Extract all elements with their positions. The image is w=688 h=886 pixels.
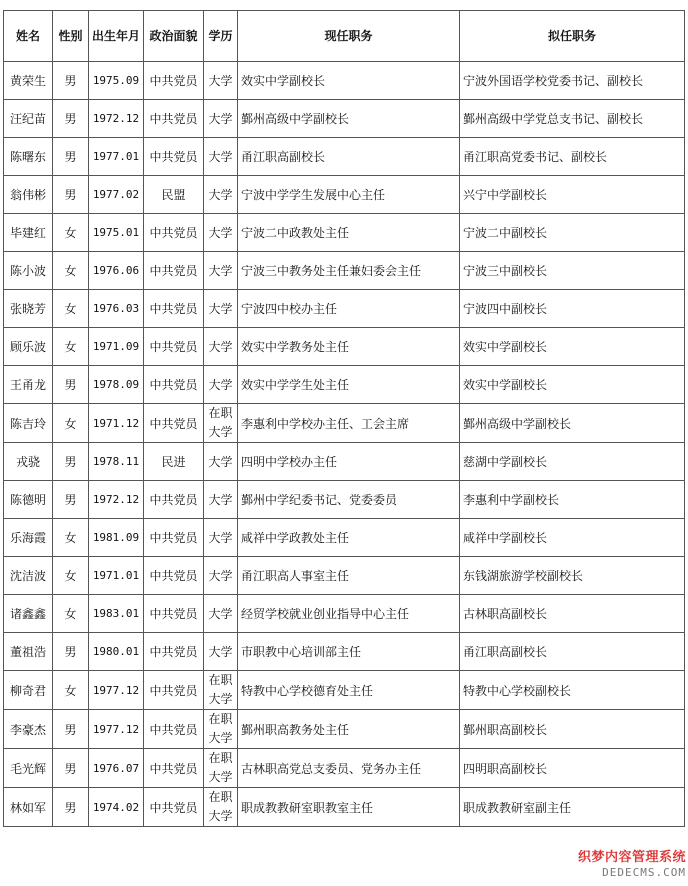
cell-education: 大学 [204, 138, 238, 176]
cell-education: 大学 [204, 366, 238, 404]
cell-birth: 1977.02 [89, 176, 144, 214]
cell-political-status: 民盟 [144, 176, 204, 214]
cell-proposed-position: 兴宁中学副校长 [460, 176, 685, 214]
table-row [4, 328, 685, 366]
cell-political-status: 民进 [144, 443, 204, 481]
cell-current-position: 古林职高党总支委员、党务办主任 [238, 749, 460, 788]
cell-education: 大学 [204, 443, 238, 481]
header-name: 姓名 [4, 11, 53, 62]
cell-gender: 男 [53, 633, 89, 671]
table-row [4, 671, 685, 710]
cell-political-status: 中共党员 [144, 62, 204, 100]
cell-political-status: 中共党员 [144, 671, 204, 710]
cell-name: 翁伟彬 [4, 176, 53, 214]
cell-gender: 男 [53, 788, 89, 827]
cell-name: 董祖浩 [4, 633, 53, 671]
cell-name: 诸鑫鑫 [4, 595, 53, 633]
table-row [4, 710, 685, 749]
cell-education: 大学 [204, 557, 238, 595]
cell-proposed-position: 鄞州高级中学副校长 [460, 404, 685, 443]
cell-birth: 1983.01 [89, 595, 144, 633]
cell-political-status: 中共党员 [144, 481, 204, 519]
cell-education: 大学 [204, 252, 238, 290]
cell-political-status: 中共党员 [144, 519, 204, 557]
table-row [4, 62, 685, 100]
cell-gender: 女 [53, 290, 89, 328]
cell-birth: 1978.11 [89, 443, 144, 481]
cell-education: 在职大学 [204, 671, 238, 710]
cell-gender: 女 [53, 595, 89, 633]
cell-education: 大学 [204, 633, 238, 671]
cell-education: 在职大学 [204, 710, 238, 749]
cell-education: 大学 [204, 290, 238, 328]
header-political-status: 政治面貌 [144, 11, 204, 62]
cell-birth: 1974.02 [89, 788, 144, 827]
cell-current-position: 职成教教研室职教室主任 [238, 788, 460, 827]
dedecms-watermark [578, 850, 686, 880]
cell-gender: 男 [53, 138, 89, 176]
cell-proposed-position: 宁波三中副校长 [460, 252, 685, 290]
table-row [4, 176, 685, 214]
cell-proposed-position: 宁波四中副校长 [460, 290, 685, 328]
cell-education: 大学 [204, 176, 238, 214]
cell-political-status: 中共党员 [144, 788, 204, 827]
cell-current-position: 咸祥中学政教处主任 [238, 519, 460, 557]
table-row [4, 252, 685, 290]
header-current-position: 现任职务 [238, 11, 460, 62]
cell-name: 黄荣生 [4, 62, 53, 100]
cell-education: 大学 [204, 328, 238, 366]
cell-gender: 女 [53, 557, 89, 595]
cell-gender: 男 [53, 710, 89, 749]
header-gender: 性别 [53, 11, 89, 62]
cell-current-position: 宁波四中校办主任 [238, 290, 460, 328]
cell-education: 大学 [204, 100, 238, 138]
table-row [4, 633, 685, 671]
cell-political-status: 中共党员 [144, 557, 204, 595]
table-row [4, 481, 685, 519]
cell-birth: 1976.06 [89, 252, 144, 290]
cell-proposed-position: 古林职高副校长 [460, 595, 685, 633]
cell-birth: 1976.07 [89, 749, 144, 788]
cell-education: 在职大学 [204, 749, 238, 788]
cell-birth: 1971.01 [89, 557, 144, 595]
cell-name: 毛光辉 [4, 749, 53, 788]
cell-gender: 女 [53, 404, 89, 443]
cell-current-position: 甬江职高人事室主任 [238, 557, 460, 595]
cell-name: 陈曙东 [4, 138, 53, 176]
cell-name: 汪纪苗 [4, 100, 53, 138]
table-row [4, 788, 685, 827]
cell-proposed-position: 咸祥中学副校长 [460, 519, 685, 557]
cell-current-position: 效实中学副校长 [238, 62, 460, 100]
cell-name: 林如军 [4, 788, 53, 827]
appointment-table [3, 10, 685, 827]
header-birth: 出生年月 [89, 11, 144, 62]
cell-political-status: 中共党员 [144, 138, 204, 176]
cell-name: 沈洁波 [4, 557, 53, 595]
cell-current-position: 效实中学学生处主任 [238, 366, 460, 404]
cell-proposed-position: 鄞州职高副校长 [460, 710, 685, 749]
cell-proposed-position: 宁波二中副校长 [460, 214, 685, 252]
cell-political-status: 中共党员 [144, 100, 204, 138]
cell-name: 乐海霞 [4, 519, 53, 557]
cell-current-position: 鄞州职高教务处主任 [238, 710, 460, 749]
cell-birth: 1981.09 [89, 519, 144, 557]
cell-birth: 1971.09 [89, 328, 144, 366]
cell-gender: 男 [53, 100, 89, 138]
cell-current-position: 鄞州高级中学副校长 [238, 100, 460, 138]
cell-proposed-position: 宁波外国语学校党委书记、副校长 [460, 62, 685, 100]
cell-current-position: 四明中学校办主任 [238, 443, 460, 481]
table-row [4, 595, 685, 633]
cell-political-status: 中共党员 [144, 252, 204, 290]
header-proposed-position: 拟任职务 [460, 11, 685, 62]
cell-gender: 男 [53, 443, 89, 481]
header-education: 学历 [204, 11, 238, 62]
cell-birth: 1978.09 [89, 366, 144, 404]
table-row [4, 366, 685, 404]
cell-birth: 1977.01 [89, 138, 144, 176]
cell-proposed-position: 慈湖中学副校长 [460, 443, 685, 481]
table-header-row [4, 11, 685, 62]
cell-current-position: 宁波三中教务处主任兼妇委会主任 [238, 252, 460, 290]
cell-birth: 1972.12 [89, 481, 144, 519]
cell-current-position: 李惠利中学校办主任、工会主席 [238, 404, 460, 443]
cell-name: 王甬龙 [4, 366, 53, 404]
cell-birth: 1972.12 [89, 100, 144, 138]
cell-political-status: 中共党员 [144, 710, 204, 749]
cell-proposed-position: 李惠利中学副校长 [460, 481, 685, 519]
cell-education: 大学 [204, 62, 238, 100]
cell-gender: 女 [53, 252, 89, 290]
cell-name: 陈吉玲 [4, 404, 53, 443]
cell-name: 柳奇君 [4, 671, 53, 710]
table-row [4, 443, 685, 481]
cell-political-status: 中共党员 [144, 290, 204, 328]
cell-birth: 1977.12 [89, 710, 144, 749]
cell-proposed-position: 鄞州高级中学党总支书记、副校长 [460, 100, 685, 138]
cell-education: 大学 [204, 214, 238, 252]
table-row [4, 214, 685, 252]
cell-current-position: 宁波二中政教处主任 [238, 214, 460, 252]
cell-current-position: 宁波中学学生发展中心主任 [238, 176, 460, 214]
cell-political-status: 中共党员 [144, 328, 204, 366]
cell-birth: 1971.12 [89, 404, 144, 443]
cell-gender: 男 [53, 176, 89, 214]
table-row [4, 519, 685, 557]
table-row [4, 138, 685, 176]
cell-political-status: 中共党员 [144, 595, 204, 633]
cell-gender: 男 [53, 366, 89, 404]
cell-birth: 1975.09 [89, 62, 144, 100]
cell-name: 陈德明 [4, 481, 53, 519]
cell-education: 在职大学 [204, 404, 238, 443]
cell-birth: 1976.03 [89, 290, 144, 328]
cell-current-position: 甬江职高副校长 [238, 138, 460, 176]
cell-education: 大学 [204, 595, 238, 633]
cell-name: 戎骁 [4, 443, 53, 481]
watermark-title: 织梦内容管理系统 [577, 850, 686, 865]
cell-birth: 1975.01 [89, 214, 144, 252]
cell-current-position: 特教中心学校德育处主任 [238, 671, 460, 710]
cell-name: 张晓芳 [4, 290, 53, 328]
cell-current-position: 经贸学校就业创业指导中心主任 [238, 595, 460, 633]
cell-gender: 女 [53, 671, 89, 710]
cell-proposed-position: 东钱湖旅游学校副校长 [460, 557, 685, 595]
cell-education: 大学 [204, 519, 238, 557]
cell-name: 李豪杰 [4, 710, 53, 749]
cell-proposed-position: 甬江职高党委书记、副校长 [460, 138, 685, 176]
table-row [4, 100, 685, 138]
cell-current-position: 市职教中心培训部主任 [238, 633, 460, 671]
cell-political-status: 中共党员 [144, 404, 204, 443]
cell-proposed-position: 特教中心学校副校长 [460, 671, 685, 710]
cell-proposed-position: 效实中学副校长 [460, 366, 685, 404]
cell-proposed-position: 四明职高副校长 [460, 749, 685, 788]
cell-current-position: 鄞州中学纪委书记、党委委员 [238, 481, 460, 519]
cell-gender: 男 [53, 481, 89, 519]
cell-proposed-position: 效实中学副校长 [460, 328, 685, 366]
cell-education: 大学 [204, 481, 238, 519]
cell-gender: 男 [53, 749, 89, 788]
cell-name: 顾乐波 [4, 328, 53, 366]
table-row [4, 557, 685, 595]
cell-gender: 女 [53, 214, 89, 252]
cell-name: 毕建红 [4, 214, 53, 252]
cell-birth: 1977.12 [89, 671, 144, 710]
cell-political-status: 中共党员 [144, 214, 204, 252]
table-row [4, 749, 685, 788]
watermark-url: DEDECMS.COM [602, 866, 686, 879]
table-row [4, 290, 685, 328]
cell-education: 在职大学 [204, 788, 238, 827]
cell-gender: 女 [53, 328, 89, 366]
cell-political-status: 中共党员 [144, 366, 204, 404]
cell-proposed-position: 职成教教研室副主任 [460, 788, 685, 827]
cell-political-status: 中共党员 [144, 633, 204, 671]
cell-political-status: 中共党员 [144, 749, 204, 788]
table-row [4, 404, 685, 443]
cell-current-position: 效实中学教务处主任 [238, 328, 460, 366]
cell-birth: 1980.01 [89, 633, 144, 671]
cell-proposed-position: 甬江职高副校长 [460, 633, 685, 671]
cell-gender: 女 [53, 519, 89, 557]
cell-gender: 男 [53, 62, 89, 100]
cell-name: 陈小波 [4, 252, 53, 290]
